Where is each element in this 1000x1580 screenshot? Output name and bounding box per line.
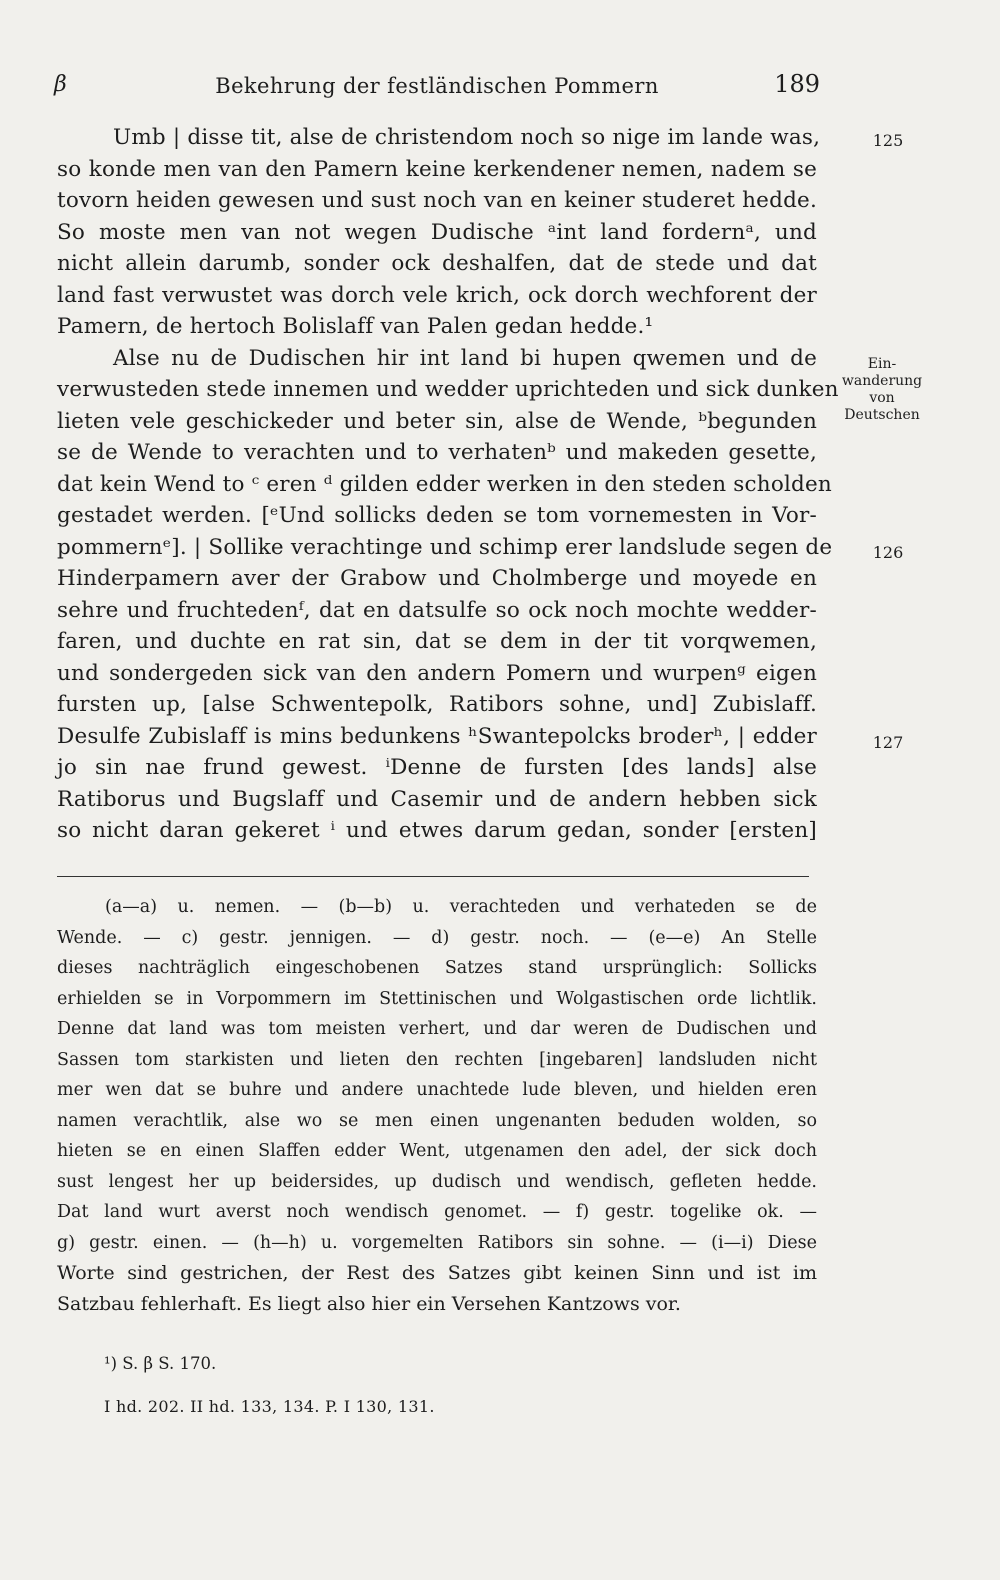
- textual-apparatus: [57, 892, 817, 1319]
- margin-number: 127: [872, 733, 904, 752]
- margin-note-line: Ein-: [867, 356, 897, 372]
- note-line: dieses nachträglich eingeschobenen Satzes stand ursprünglich: Sollicks: [57, 958, 817, 978]
- text-line: pommernᵉ]. | Sollike verachtinge und schimp erer landslude segen de: [57, 534, 833, 560]
- text-line: sehre und fruchtedenᶠ, dat en datsulfe so ock noch mochte wedder-: [57, 597, 817, 623]
- note-line: Wende. — c) gestr. jennigen. — d) gestr. noch. — (e—e) An Stelle: [57, 927, 817, 948]
- text-line: So moste men van not wegen Dudische ᵃint land fordernᵃ, und: [57, 219, 817, 245]
- source-references: I hd. 202. II hd. 133, 134. P. I 130, 131.: [104, 1397, 435, 1416]
- text-line: und sondergeden sick van den andern Pomern und wurpenᵍ eigen: [57, 660, 817, 686]
- note-line: (a—a) u. nemen. — (b—b) u. verachteden und verhateden se de: [105, 897, 817, 917]
- note-line: sust lengest her up beidersides, up dudisch und wendisch, gefleten hedde.: [57, 1171, 817, 1192]
- main-text: [57, 122, 839, 847]
- margin-note-line: Deutschen: [844, 407, 920, 423]
- margin-note-line: wanderung: [841, 373, 923, 389]
- note-line: hieten se en einen Slaffen edder Went, utgenamen den adel, der sick doch: [57, 1141, 817, 1161]
- note-line: Satzbau fehlerhaft. Es liegt also hier ein Versehen Kantzows vor.: [57, 1292, 681, 1315]
- note-line: Sassen tom starkisten und lieten den rechten [ingebaren] landsluden nicht: [57, 1049, 817, 1070]
- note-line: mer wen dat se buhre und andere unachtede lude bleven, und hielden eren: [57, 1080, 817, 1100]
- header-title: Bekehrung der festländischen Pommern: [215, 74, 659, 98]
- text-line: se de Wende to verachten und to verhatenᵇ und makeden gesette,: [57, 440, 817, 465]
- text-line: Hinderpamern aver der Grabow und Cholmberge und moyede en: [57, 566, 817, 591]
- text-line: nicht allein darumb, sonder ock deshalfen, dat de stede und dat: [57, 251, 817, 276]
- note-line: Dat land wurt averst noch wendisch genomet. — f) gestr. togelike ok. —: [57, 1202, 817, 1222]
- note-line: g) gestr. einen. — (h—h) u. vorgemelten Ratibors sin sohne. — (i—i) Diese: [57, 1232, 817, 1253]
- text-line: Ratiborus und Bugslaff und Casemir und de andern hebben sick: [57, 786, 817, 812]
- text-line: Desulfe Zubislaff is mins bedunkens ʰSwantepolcks broderʰ, | edder: [57, 723, 817, 749]
- margin-note-line: von: [869, 390, 895, 406]
- footnote: ¹) S. β S. 170.: [104, 1354, 217, 1373]
- text-line: lieten vele geschickeder und beter sin, alse de Wende, ᵇbegunden: [57, 408, 817, 434]
- text-line: so nicht daran gekeret ⁱ und etwes darum gedan, sonder [ersten]: [57, 818, 817, 843]
- text-line: fursten up, [alse Schwentepolk, Ratibors sohne, und] Zubislaff.: [57, 692, 817, 717]
- page-number: 189: [774, 70, 820, 98]
- margin-number: 126: [872, 543, 904, 562]
- footnote-divider: [57, 876, 809, 877]
- text-line: verwusteden stede innemen und wedder uprichteden und sick dunken: [57, 377, 839, 402]
- margin-note: [828, 356, 936, 424]
- note-line: namen verachtlik, alse wo se men einen ungenanten beduden wolden, so: [57, 1110, 817, 1131]
- margin-number: 125: [872, 131, 904, 150]
- running-header: [54, 70, 820, 104]
- text-line: Alse nu de Dudischen hir int land bi hupen qwemen und de: [113, 345, 817, 371]
- note-line: Denne dat land was tom meisten verhert, und dar weren de Dudischen und: [57, 1019, 817, 1039]
- header-signature: β: [54, 72, 67, 97]
- text-line: so konde men van den Pamern keine kerkendener nemen, nadem se: [57, 156, 817, 182]
- text-line: land fast verwustet was dorch vele krich, ock dorch wechforent der: [57, 282, 817, 308]
- text-line: gestadet werden. [ᵉUnd sollicks deden se tom vornemesten in Vor-: [57, 503, 817, 528]
- note-line: Worte sind gestrichen, der Rest des Satzes gibt keinen Sinn und ist im: [57, 1262, 817, 1284]
- text-line: faren, und duchte en rat sin, dat se dem in der tit vorqwemen,: [57, 629, 817, 654]
- note-line: erhielden se in Vorpommern im Stettinischen und Wolgastischen orde lichtlik.: [57, 988, 817, 1009]
- text-line: Pamern, de hertoch Bolislaff van Palen gedan hedde.¹: [57, 314, 654, 339]
- text-line: tovorn heiden gewesen und sust noch van en keiner studeret hedde.: [57, 188, 817, 213]
- text-line: dat kein Wend to ᶜ eren ᵈ gilden edder werken in den steden scholden: [57, 471, 832, 497]
- text-line: jo sin nae frund gewest. ⁱDenne de fursten [des lands] alse: [57, 755, 817, 780]
- text-line: Umb | disse tit, alse de christendom noch so nige im lande was,: [113, 125, 821, 150]
